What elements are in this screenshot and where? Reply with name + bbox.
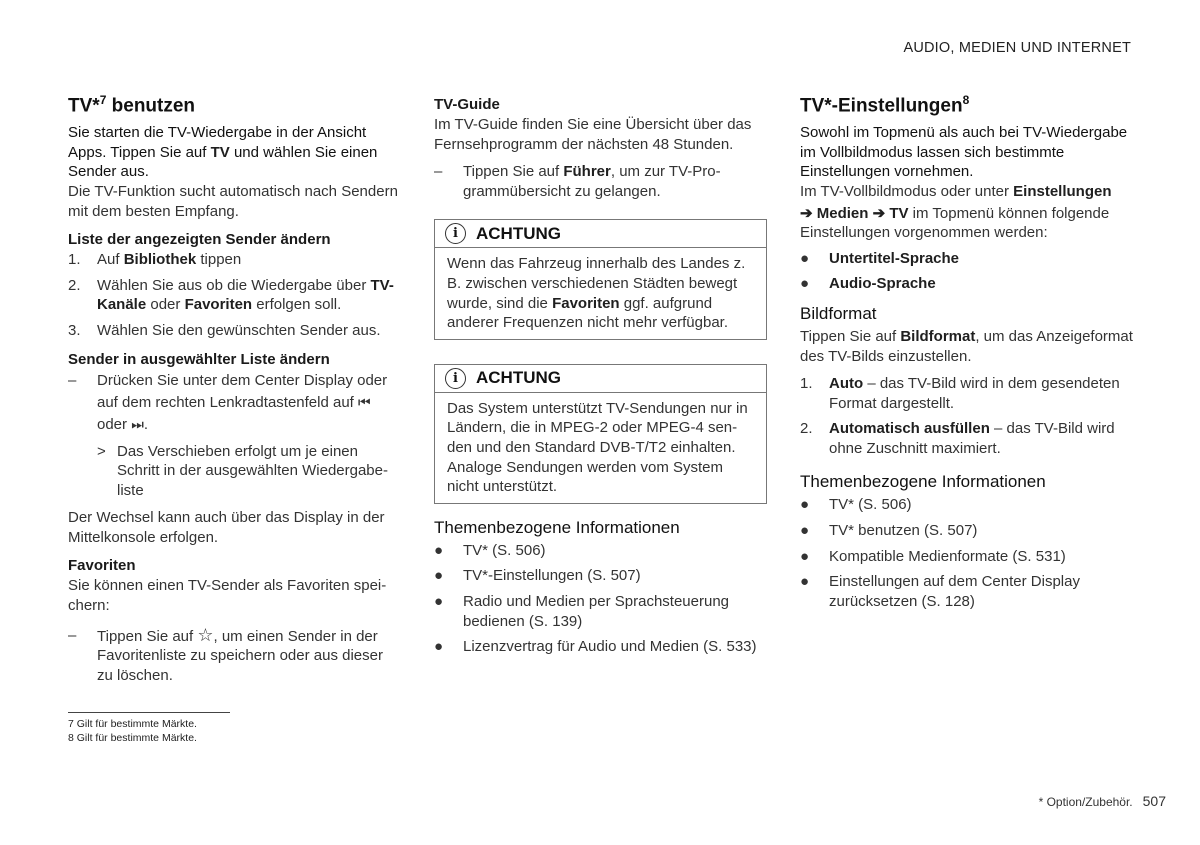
list-item: 3. Wählen Sie den gewünschten Sender aus. — [68, 321, 381, 339]
list-item: > Das Verschieben erfolgt um je einen Schritt in der ausgewählten Wiedergabeliste — [97, 442, 388, 499]
page-footer — [1039, 793, 1166, 809]
heading-related: Themenbezogene Informationen — [434, 517, 680, 537]
warning-text: Das System unterstützt TV-Sendungen nur in Ländern, die in MPEG-2 oder MPEG-4 senden und den Standard DVB-T/T2 einhalten. Analoge Sendungen werden vom System nicht unterstützt. — [447, 399, 748, 496]
intro-text-2: Die TV-Funktion sucht automatisch nach Sendern mit dem besten Empfang. — [68, 182, 398, 220]
arrow-right-icon: ➔ — [800, 204, 817, 222]
related-link[interactable]: ● TV* benutzen (S. 507) — [800, 522, 978, 540]
wechsel-text: Der Wechsel kann auch über das Display in der Mittelkonsole erfolgen. — [68, 509, 385, 546]
related-link[interactable]: ● TV* (S. 506) — [800, 496, 912, 514]
list-item: 2. Automatisch ausfüllen – das TV-Bild wird ohne Zuschnitt maximiert. — [800, 420, 1115, 457]
column-tv-einstellungen — [800, 94, 1140, 617]
bildformat-options — [800, 374, 1140, 458]
column-tv-benutzen — [68, 94, 398, 691]
favoriten-text: Sie können einen TV-Sender als Favoriten speichern: — [68, 577, 387, 615]
footnote-divider — [68, 712, 230, 713]
settings-list — [800, 249, 1140, 294]
heading-liste-aendern: Liste der angezeigten Sender ändern — [68, 231, 331, 249]
intro-text: Sowohl im Topmenü als auch bei TV-Wiedergabe im Vollbildmodus lassen sich bestimmte Einstellungen vornehmen. — [800, 124, 1128, 181]
list-item: 1. Auto – das TV-Bild wird in dem gesendeten Format dargestellt. — [800, 375, 1120, 412]
skip-forward-icon: ⏭ — [131, 416, 144, 433]
column-tv-guide — [434, 94, 767, 663]
related-link[interactable]: ● TV*-Einstellungen (S. 507) — [434, 567, 641, 585]
warning-title: ACHTUNG — [476, 223, 561, 243]
footnote: 8 Gilt für bestimmte Märkte. — [68, 732, 197, 744]
footnotes — [68, 717, 197, 745]
warning-box — [434, 219, 767, 339]
heading-tv-benutzen: TV*$^7$ benutzen — [68, 93, 196, 117]
steps-list — [68, 250, 398, 340]
guide-list — [434, 162, 767, 201]
list-item: 1. Auf Bibliothek tippen — [68, 251, 242, 269]
section-header: AUDIO, MEDIEN UND INTERNET — [903, 40, 1131, 56]
sender-list — [68, 370, 398, 501]
page-number: 507 — [1142, 793, 1166, 809]
guide-text: Im TV-Guide finden Sie eine Übersicht über das Fernsehprogramm der nächsten 48 Stunden. — [434, 116, 752, 153]
related-link[interactable]: ● Radio und Medien per Sprachsteuerung bedienen (S. 139) — [434, 592, 730, 630]
einstellungen-path-2: ➔ Medien ➔ TV im Topmenü können folgende Einstellungen vorgenommen werden: — [800, 204, 1110, 242]
einstellungen-path: Im TV-Vollbildmodus oder unter Einstellungen — [800, 182, 1112, 200]
list-item: 2. Wählen Sie aus ob die Wiedergabe über TV-Kanäle oder Favoriten erfolgen soll. — [68, 276, 394, 314]
heading-related: Themenbezogene Informationen — [800, 472, 1046, 492]
setting-item[interactable]: ● Audio-Sprache — [800, 275, 936, 293]
list-item: – Drücken Sie unter dem Center Display oder auf dem rechten Lenkradtastenfeld auf ⏮ oder ⏭. — [68, 371, 388, 433]
related-link[interactable]: ● TV* (S. 506) — [434, 541, 546, 559]
star-icon: ☆ — [197, 624, 214, 646]
warning-header — [435, 365, 766, 393]
related-link[interactable]: ● Lizenzvertrag für Audio und Medien (S. 533) — [434, 638, 757, 656]
option-note: * Option/Zubehör. — [1038, 795, 1133, 809]
setting-item[interactable]: ● Untertitel-Sprache — [800, 249, 960, 267]
warning-text: Wenn das Fahrzeug innerhalb des Landes z. B. zwischen verschiedenen Städten bewegt wurde, sind die Favoriten ggf. aufgrund anderer Frequenzen nicht mehr verfügbar. — [447, 255, 746, 332]
list-item: – Tippen Sie auf ☆, um einen Sender in der Favoritenliste zu speichern oder aus dieser zu löschen. — [68, 624, 383, 684]
warning-box — [434, 364, 767, 504]
heading-sender-aendern: Sender in ausgewählter Liste ändern — [68, 350, 330, 368]
related-link[interactable]: ● Einstellungen auf dem Center Display zurücksetzen (S. 128) — [800, 573, 1080, 610]
info-icon: i — [445, 368, 466, 389]
info-icon: i — [445, 223, 466, 244]
favoriten-list — [68, 626, 398, 686]
related-list — [800, 495, 1140, 611]
bildformat-text: Tippen Sie auf Bildformat, um das Anzeigeformat des TV-Bilds einzustellen. — [800, 327, 1133, 365]
intro-text: Sie starten die TV-Wiedergabe in der Ansicht Apps. Tippen Sie auf TV und wählen Sie einen Sender aus. — [68, 124, 378, 181]
warning-header — [435, 220, 766, 248]
footnote: 7 Gilt für bestimmte Märkte. — [68, 718, 197, 730]
heading-bildformat: Bildformat — [800, 303, 877, 323]
skip-back-icon: ⏮ — [358, 394, 371, 411]
related-link[interactable]: ● Kompatible Medienformate (S. 531) — [800, 547, 1066, 565]
heading-favoriten: Favoriten — [68, 557, 136, 575]
arrow-right-icon: ➔ — [868, 204, 890, 222]
heading-tv-guide: TV-Guide — [434, 96, 500, 113]
list-item: – Tippen Sie auf Führer, um zur TV-Programmübersicht zu gelangen. — [434, 163, 721, 200]
related-list — [434, 541, 767, 657]
warning-title: ACHTUNG — [476, 368, 561, 388]
heading-tv-einstellungen: TV*-Einstellungen$^8$ — [800, 93, 970, 117]
